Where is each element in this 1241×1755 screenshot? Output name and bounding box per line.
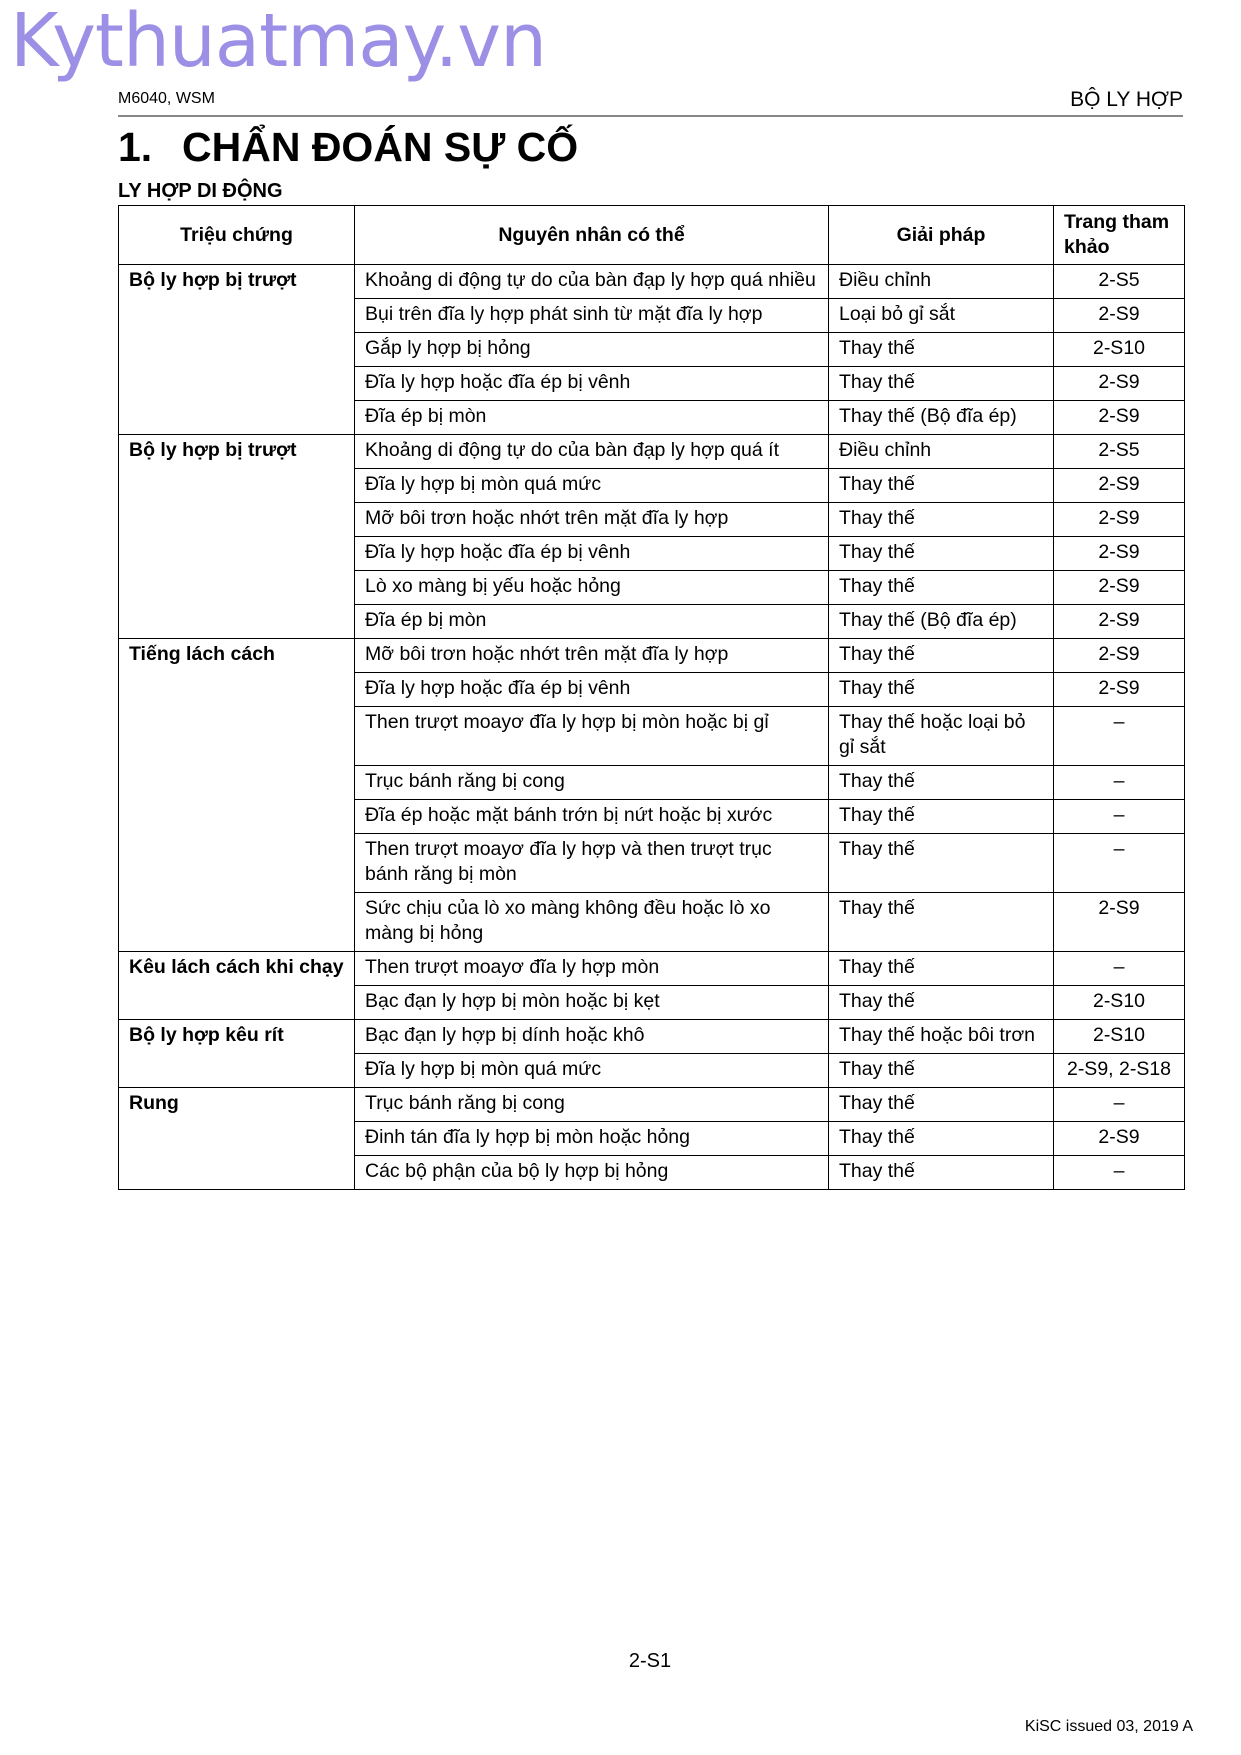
section-subtitle: LY HỢP DI ĐỘNG — [118, 180, 283, 202]
solution-cell: Thay thế — [829, 986, 1054, 1020]
solution-cell: Thay thế hoặc loại bỏ gỉ sắt — [829, 707, 1054, 766]
cause-cell: Các bộ phận của bộ ly hợp bị hỏng — [355, 1156, 829, 1190]
reference-cell: 2-S10 — [1054, 986, 1185, 1020]
solution-cell: Thay thế — [829, 952, 1054, 986]
reference-cell: – — [1054, 834, 1185, 893]
reference-cell: 2-S10 — [1054, 333, 1185, 367]
reference-cell: – — [1054, 1088, 1185, 1122]
solution-cell: Thay thế — [829, 469, 1054, 503]
reference-cell: 2-S9 — [1054, 673, 1185, 707]
reference-cell: 2-S9 — [1054, 299, 1185, 333]
header-section-title: BỘ LY HỢP — [1070, 88, 1183, 111]
cause-cell: Mỡ bôi trơn hoặc nhớt trên mặt đĩa ly hợp — [355, 503, 829, 537]
symptom-cell: Tiếng lách cách — [119, 639, 355, 952]
solution-cell: Thay thế — [829, 834, 1054, 893]
reference-cell: 2-S9, 2-S18 — [1054, 1054, 1185, 1088]
solution-cell: Điều chỉnh — [829, 435, 1054, 469]
cause-cell: Then trượt moayơ đĩa ly hợp bị mòn hoặc bị gỉ — [355, 707, 829, 766]
reference-cell: 2-S10 — [1054, 1020, 1185, 1054]
solution-cell: Thay thế — [829, 333, 1054, 367]
solution-cell: Thay thế — [829, 893, 1054, 952]
table-row — [119, 1088, 1185, 1122]
reference-cell: 2-S5 — [1054, 435, 1185, 469]
reference-cell: – — [1054, 1156, 1185, 1190]
solution-cell: Thay thế — [829, 503, 1054, 537]
title-number: 1. — [118, 124, 153, 170]
table-body — [119, 265, 1185, 1190]
table-row — [119, 1020, 1185, 1054]
reference-cell: – — [1054, 952, 1185, 986]
symptom-cell: Kêu lách cách khi chạy — [119, 952, 355, 1020]
solution-cell: Thay thế — [829, 1088, 1054, 1122]
solution-cell: Thay thế — [829, 1156, 1054, 1190]
cause-cell: Trục bánh răng bị cong — [355, 766, 829, 800]
table-row — [119, 639, 1185, 673]
symptom-cell: Bộ ly hợp bị trượt — [119, 265, 355, 435]
solution-cell: Thay thế — [829, 766, 1054, 800]
column-header: Nguyên nhân có thể — [355, 206, 829, 265]
solution-cell: Thay thế — [829, 639, 1054, 673]
cause-cell: Mỡ bôi trơn hoặc nhớt trên mặt đĩa ly hợp — [355, 639, 829, 673]
cause-cell: Khoảng di động tự do của bàn đạp ly hợp quá ít — [355, 435, 829, 469]
cause-cell: Đĩa ép hoặc mặt bánh trớn bị nứt hoặc bị xước — [355, 800, 829, 834]
column-header: Giải pháp — [829, 206, 1054, 265]
reference-cell: – — [1054, 800, 1185, 834]
solution-cell: Thay thế — [829, 367, 1054, 401]
cause-cell: Đĩa ly hợp hoặc đĩa ép bị vênh — [355, 673, 829, 707]
header-manual-code: M6040, WSM — [118, 90, 215, 107]
reference-cell: 2-S9 — [1054, 469, 1185, 503]
reference-cell: 2-S9 — [1054, 537, 1185, 571]
cause-cell: Lò xo màng bị yếu hoặc hỏng — [355, 571, 829, 605]
troubleshooting-table — [118, 205, 1185, 1190]
reference-cell: 2-S9 — [1054, 367, 1185, 401]
header-divider — [118, 115, 1183, 117]
cause-cell: Đĩa ly hợp hoặc đĩa ép bị vênh — [355, 367, 829, 401]
table-row — [119, 435, 1185, 469]
solution-cell: Điều chỉnh — [829, 265, 1054, 299]
cause-cell: Đĩa ép bị mòn — [355, 605, 829, 639]
reference-cell: 2-S9 — [1054, 1122, 1185, 1156]
solution-cell: Thay thế — [829, 1122, 1054, 1156]
reference-cell: 2-S9 — [1054, 893, 1185, 952]
title-text: CHẨN ĐOÁN SỰ CỐ — [182, 124, 579, 170]
cause-cell: Bụi trên đĩa ly hợp phát sinh từ mặt đĩa ly hợp — [355, 299, 829, 333]
issued-note: KiSC issued 03, 2019 A — [1024, 1718, 1193, 1735]
cause-cell: Đĩa ly hợp bị mòn quá mức — [355, 1054, 829, 1088]
cause-cell: Khoảng di động tự do của bàn đạp ly hợp quá nhiều — [355, 265, 829, 299]
solution-cell: Thay thế — [829, 673, 1054, 707]
cause-cell: Bạc đạn ly hợp bị mòn hoặc bị kẹt — [355, 986, 829, 1020]
solution-cell: Thay thế — [829, 1054, 1054, 1088]
table-header-row — [119, 206, 1185, 265]
cause-cell: Đinh tán đĩa ly hợp bị mòn hoặc hỏng — [355, 1122, 829, 1156]
cause-cell: Sức chịu của lò xo màng không đều hoặc lò xo màng bị hỏng — [355, 893, 829, 952]
cause-cell: Đĩa ép bị mòn — [355, 401, 829, 435]
reference-cell: – — [1054, 707, 1185, 766]
cause-cell: Then trượt moayơ đĩa ly hợp mòn — [355, 952, 829, 986]
column-header: Trang tham khảo — [1054, 206, 1185, 265]
cause-cell: Đĩa ly hợp bị mòn quá mức — [355, 469, 829, 503]
reference-cell: 2-S9 — [1054, 605, 1185, 639]
table-row — [119, 952, 1185, 986]
column-header: Triệu chứng — [119, 206, 355, 265]
reference-cell: 2-S9 — [1054, 571, 1185, 605]
solution-cell: Thay thế — [829, 571, 1054, 605]
symptom-cell: Rung — [119, 1088, 355, 1190]
solution-cell: Thay thế (Bộ đĩa ép) — [829, 401, 1054, 435]
solution-cell: Thay thế hoặc bôi trơn — [829, 1020, 1054, 1054]
reference-cell: – — [1054, 766, 1185, 800]
cause-cell: Bạc đạn ly hợp bị dính hoặc khô — [355, 1020, 829, 1054]
page-title — [118, 124, 578, 171]
symptom-cell: Bộ ly hợp bị trượt — [119, 435, 355, 639]
cause-cell: Trục bánh răng bị cong — [355, 1088, 829, 1122]
solution-cell: Loại bỏ gỉ sắt — [829, 299, 1054, 333]
symptom-cell: Bộ ly hợp kêu rít — [119, 1020, 355, 1088]
table-row — [119, 265, 1185, 299]
reference-cell: 2-S9 — [1054, 401, 1185, 435]
reference-cell: 2-S9 — [1054, 639, 1185, 673]
solution-cell: Thay thế — [829, 537, 1054, 571]
cause-cell: Đĩa ly hợp hoặc đĩa ép bị vênh — [355, 537, 829, 571]
reference-cell: 2-S5 — [1054, 265, 1185, 299]
solution-cell: Thay thế — [829, 800, 1054, 834]
cause-cell: Gắp ly hợp bị hỏng — [355, 333, 829, 367]
watermark: Kythuatmay.vn — [10, 0, 547, 84]
cause-cell: Then trượt moayơ đĩa ly hợp và then trượt trục bánh răng bị mòn — [355, 834, 829, 893]
reference-cell: 2-S9 — [1054, 503, 1185, 537]
page-number: 2-S1 — [628, 1650, 672, 1672]
solution-cell: Thay thế (Bộ đĩa ép) — [829, 605, 1054, 639]
